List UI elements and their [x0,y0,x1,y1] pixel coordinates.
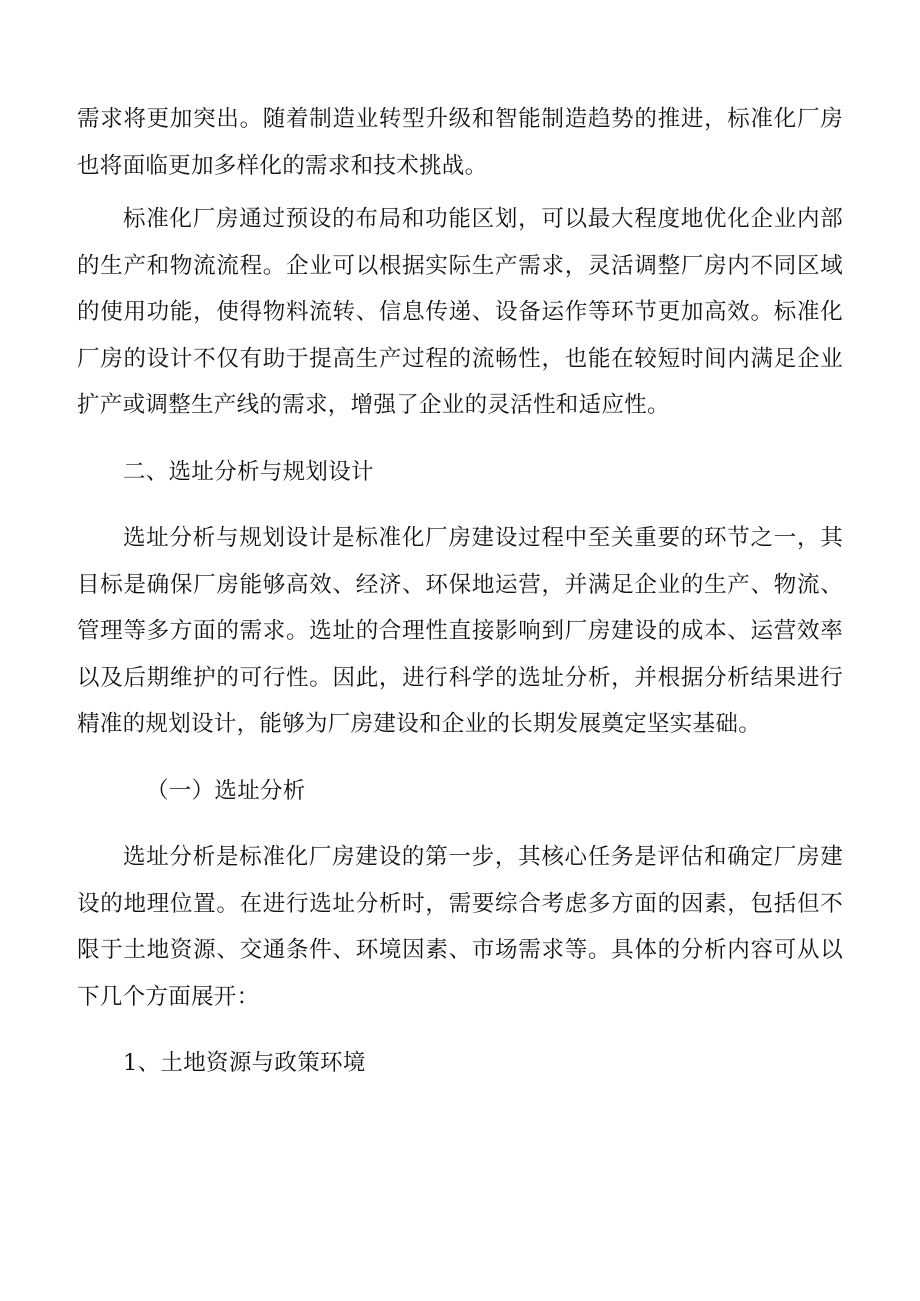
document-page [77,96,843,1087]
paragraph-site-planning-intro: 选址分析与规划设计是标准化厂房建设过程中至关重要的环节之一，其目标是确保厂房能够高效、经济、环保地运营，并满足企业的生产、物流、管理等多方面的需求。选址的合理性直接影响到厂房建设的成本、运营效率以及后期维护的可行性。因此，进行科学的选址分析，并根据分析结果进行精准的规划设计，能够为厂房建设和企业的长期发展奠定坚实基础。 [77,525,843,737]
paragraph-continued: 需求将更加突出。随着制造业转型升级和智能制造趋势的推进，标准化厂房也将面临更加多样化的需求和技术挑战。 [77,106,843,179]
item-heading-land-policy: 1、土地资源与政策环境 [123,1050,366,1076]
paragraph-layout-benefits: 标准化厂房通过预设的布局和功能区划，可以最大程度地优化企业内部的生产和物流流程。企业可以根据实际生产需求，灵活调整厂房内不同区域的使用功能，使得物料流转、信息传递、设备运作等环节更加高效。标准化厂房的设计不仅有助于提高生产过程的流畅性，也能在较短时间内满足企业扩产或调整生产线的需求，增强了企业的灵活性和适应性。 [77,206,843,418]
paragraph-site-analysis: 选址分析是标准化厂房建设的第一步，其核心任务是评估和确定厂房建设的地理位置。在进行选址分析时，需要综合考虑多方面的因素，包括但不限于土地资源、交通条件、环境因素、市场需求等。具体的分析内容可从以下几个方面展开： [77,844,843,1010]
subsection-heading-site-analysis: （一）选址分析 [146,777,306,804]
section-heading-site-planning: 二、选址分析与规划设计 [123,458,374,485]
